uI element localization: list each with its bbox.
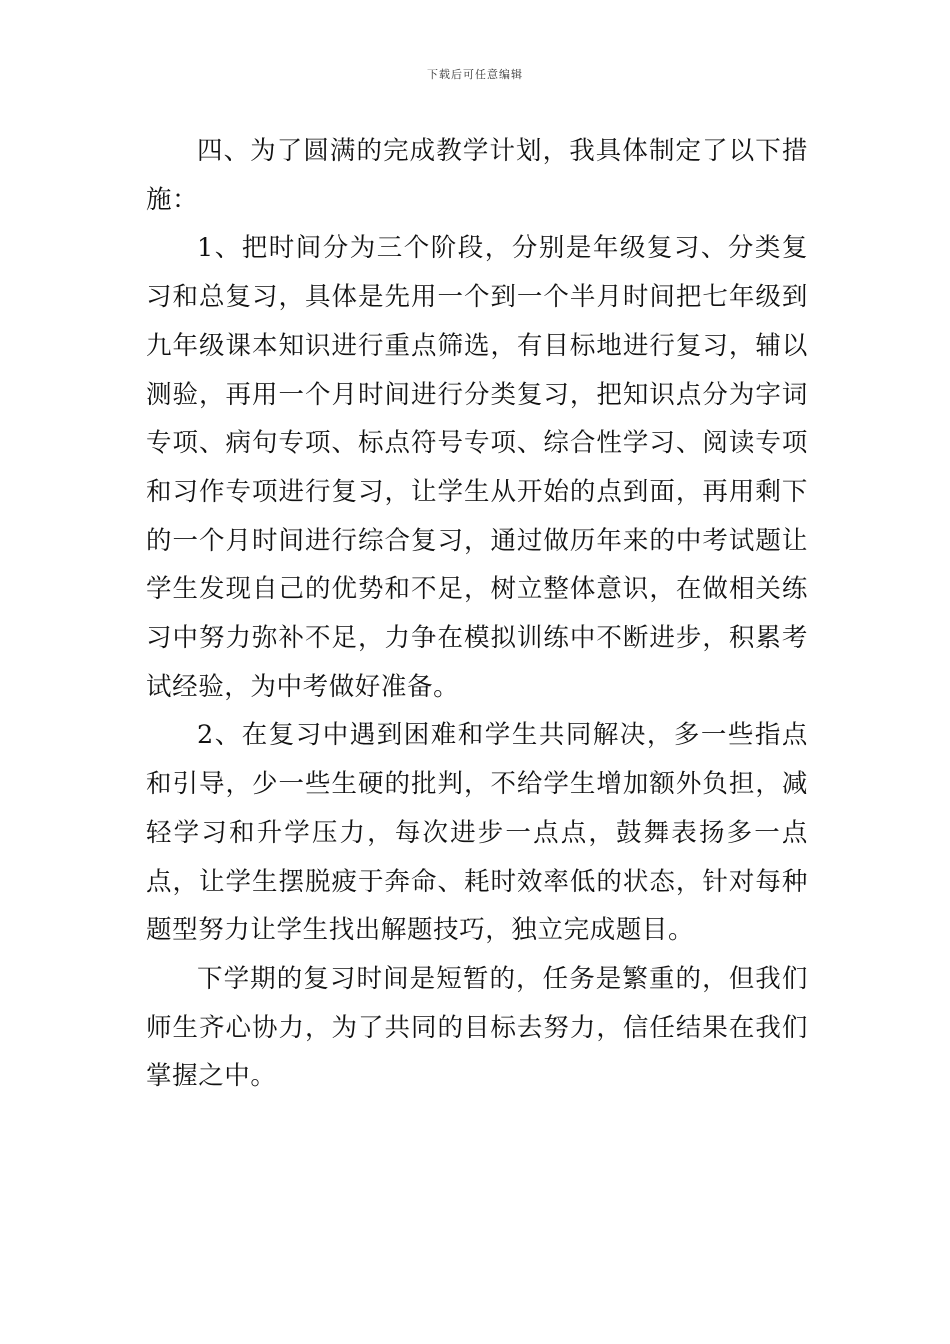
paragraph-conclusion: 下学期的复习时间是短暂的，任务是繁重的，但我们师生齐心协力，为了共同的目标去努力，信任结果在我们掌握之中。 (146, 963, 808, 1092)
document-body (146, 127, 808, 1101)
paragraph-measures-intro: 四、为了圆满的完成教学计划，我具体制定了以下措施： (146, 136, 808, 215)
paragraph-measure-1: 1、把时间分为三个阶段，分别是年级复习、分类复习和总复习，具体是先用一个到一个半月时间把七年级到九年级课本知识进行重点筛选，有目标地进行复习，辅以测验，再用一个月时间进行分类复习，把知识点分为字词专项、病句专项、标点符号专项、综合性学习、阅读专项和习作专项进行复习，让学生从开始的点到面，再用剩下的一个月时间进行综合复习，通过做历年来的中考试题让学生发现自己的优势和不足，树立整体意识，在做相关练习中努力弥补不足，力争在模拟训练中不断进步，积累考试经验，为中考做好准备。 (146, 233, 808, 702)
paragraph-measure-2: 2、在复习中遇到困难和学生共同解决，多一些指点和引导，少一些生硬的批判，不给学生增加额外负担，减轻学习和升学压力，每次进步一点点，鼓舞表扬多一点点，让学生摆脱疲于奔命、耗时效率低的状态，针对每种题型努力让学生找出解题技巧，独立完成题目。 (146, 720, 808, 946)
header-note: 下载后可任意编辑 (427, 68, 523, 81)
